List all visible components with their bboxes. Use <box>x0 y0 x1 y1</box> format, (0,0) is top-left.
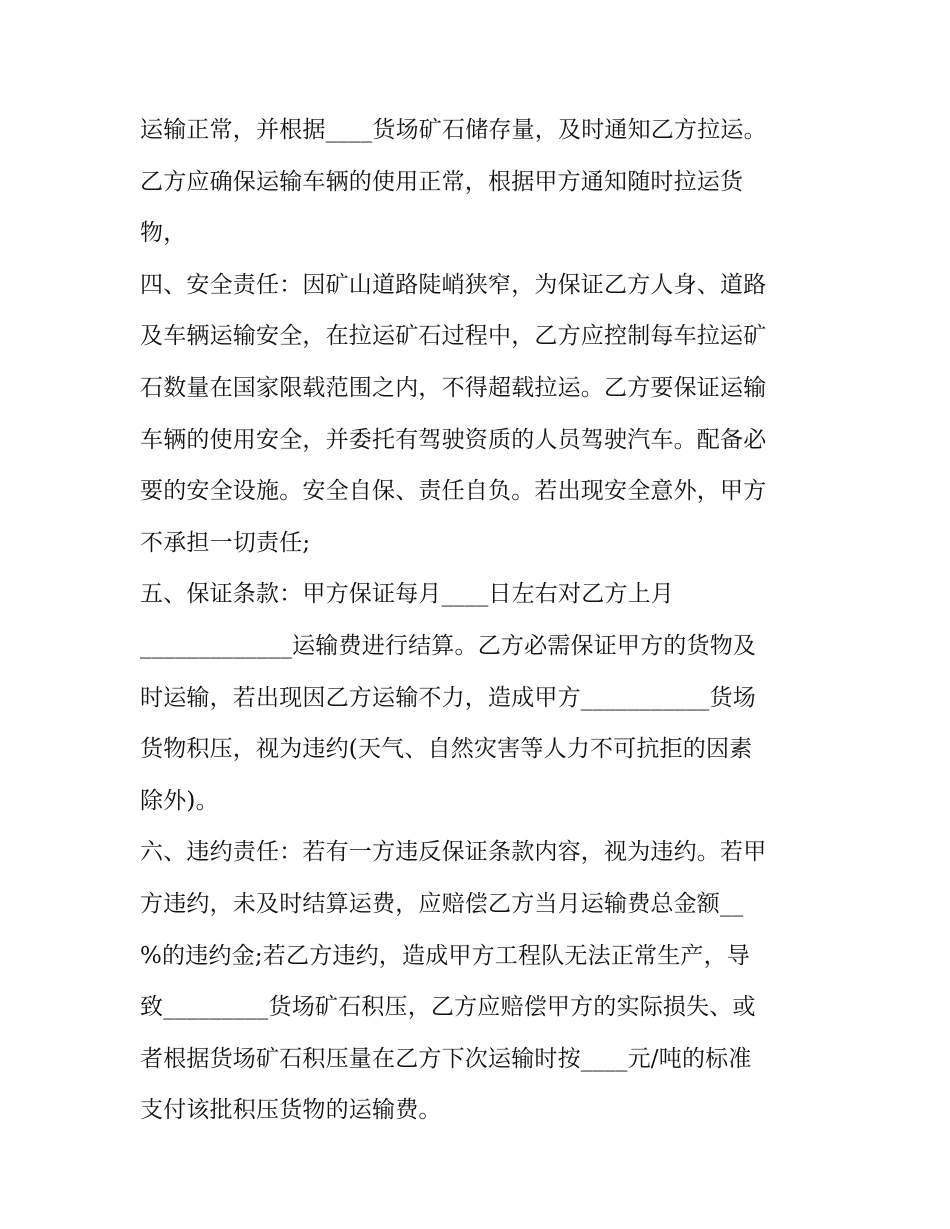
text-line: 运输正常，并根据____货场矿石储存量，及时通知乙方拉运。 <box>140 117 767 143</box>
text-line: 货物积压，视为违约(天气、自然灾害等人力不可抗拒的因素 <box>140 736 753 763</box>
text-line: 石数量在国家限载范围之内，不得超载拉运。乙方要保证运输 <box>140 374 767 401</box>
text-line: 四、安全责任：因矿山道路陡峭狭窄，为保证乙方人身、道路 <box>140 271 767 298</box>
text-line: 致_________货场矿石积压，乙方应赔偿甲方的实际损失、或 <box>140 994 756 1021</box>
text-line: 及车辆运输安全，在拉运矿石过程中，乙方应控制每车拉运矿 <box>140 323 767 350</box>
text-line: 要的安全设施。安全自保、责任自负。若出现安全意外，甲方 <box>140 478 767 505</box>
text-line: 五、保证条款：甲方保证每月____日左右对乙方上月 <box>140 581 674 608</box>
text-line: 者根据货场矿石积压量在乙方下次运输时按____元/吨的标准 <box>140 1045 752 1072</box>
text-line: 乙方应确保运输车辆的使用正常，根据甲方通知随时拉运货 <box>140 168 744 195</box>
document-body <box>140 105 820 1137</box>
text-line: 六、违约责任：若有一方违反保证条款内容，视为违约。若甲 <box>140 839 767 866</box>
text-line: 不承担一切责任; <box>140 529 311 556</box>
text-line: 支付该批积压货物的运输费。 <box>140 1097 442 1124</box>
text-line: _____________运输费进行结算。乙方必需保证甲方的货物及 <box>140 632 757 659</box>
text-line: 时运输，若出现因乙方运输不力，造成甲方___________货场 <box>140 684 756 711</box>
text-line: 物， <box>140 220 187 247</box>
text-line: %的违约金;若乙方违约，造成甲方工程队无法正常生产，导 <box>140 942 751 969</box>
text-line: 方违约，未及时结算运费，应赔偿乙方当月运输费总金额__ <box>140 890 744 917</box>
text-line: 车辆的使用安全，并委托有驾驶资质的人员驾驶汽车。配备必 <box>140 426 767 453</box>
text-line: 除外)。 <box>140 787 219 814</box>
